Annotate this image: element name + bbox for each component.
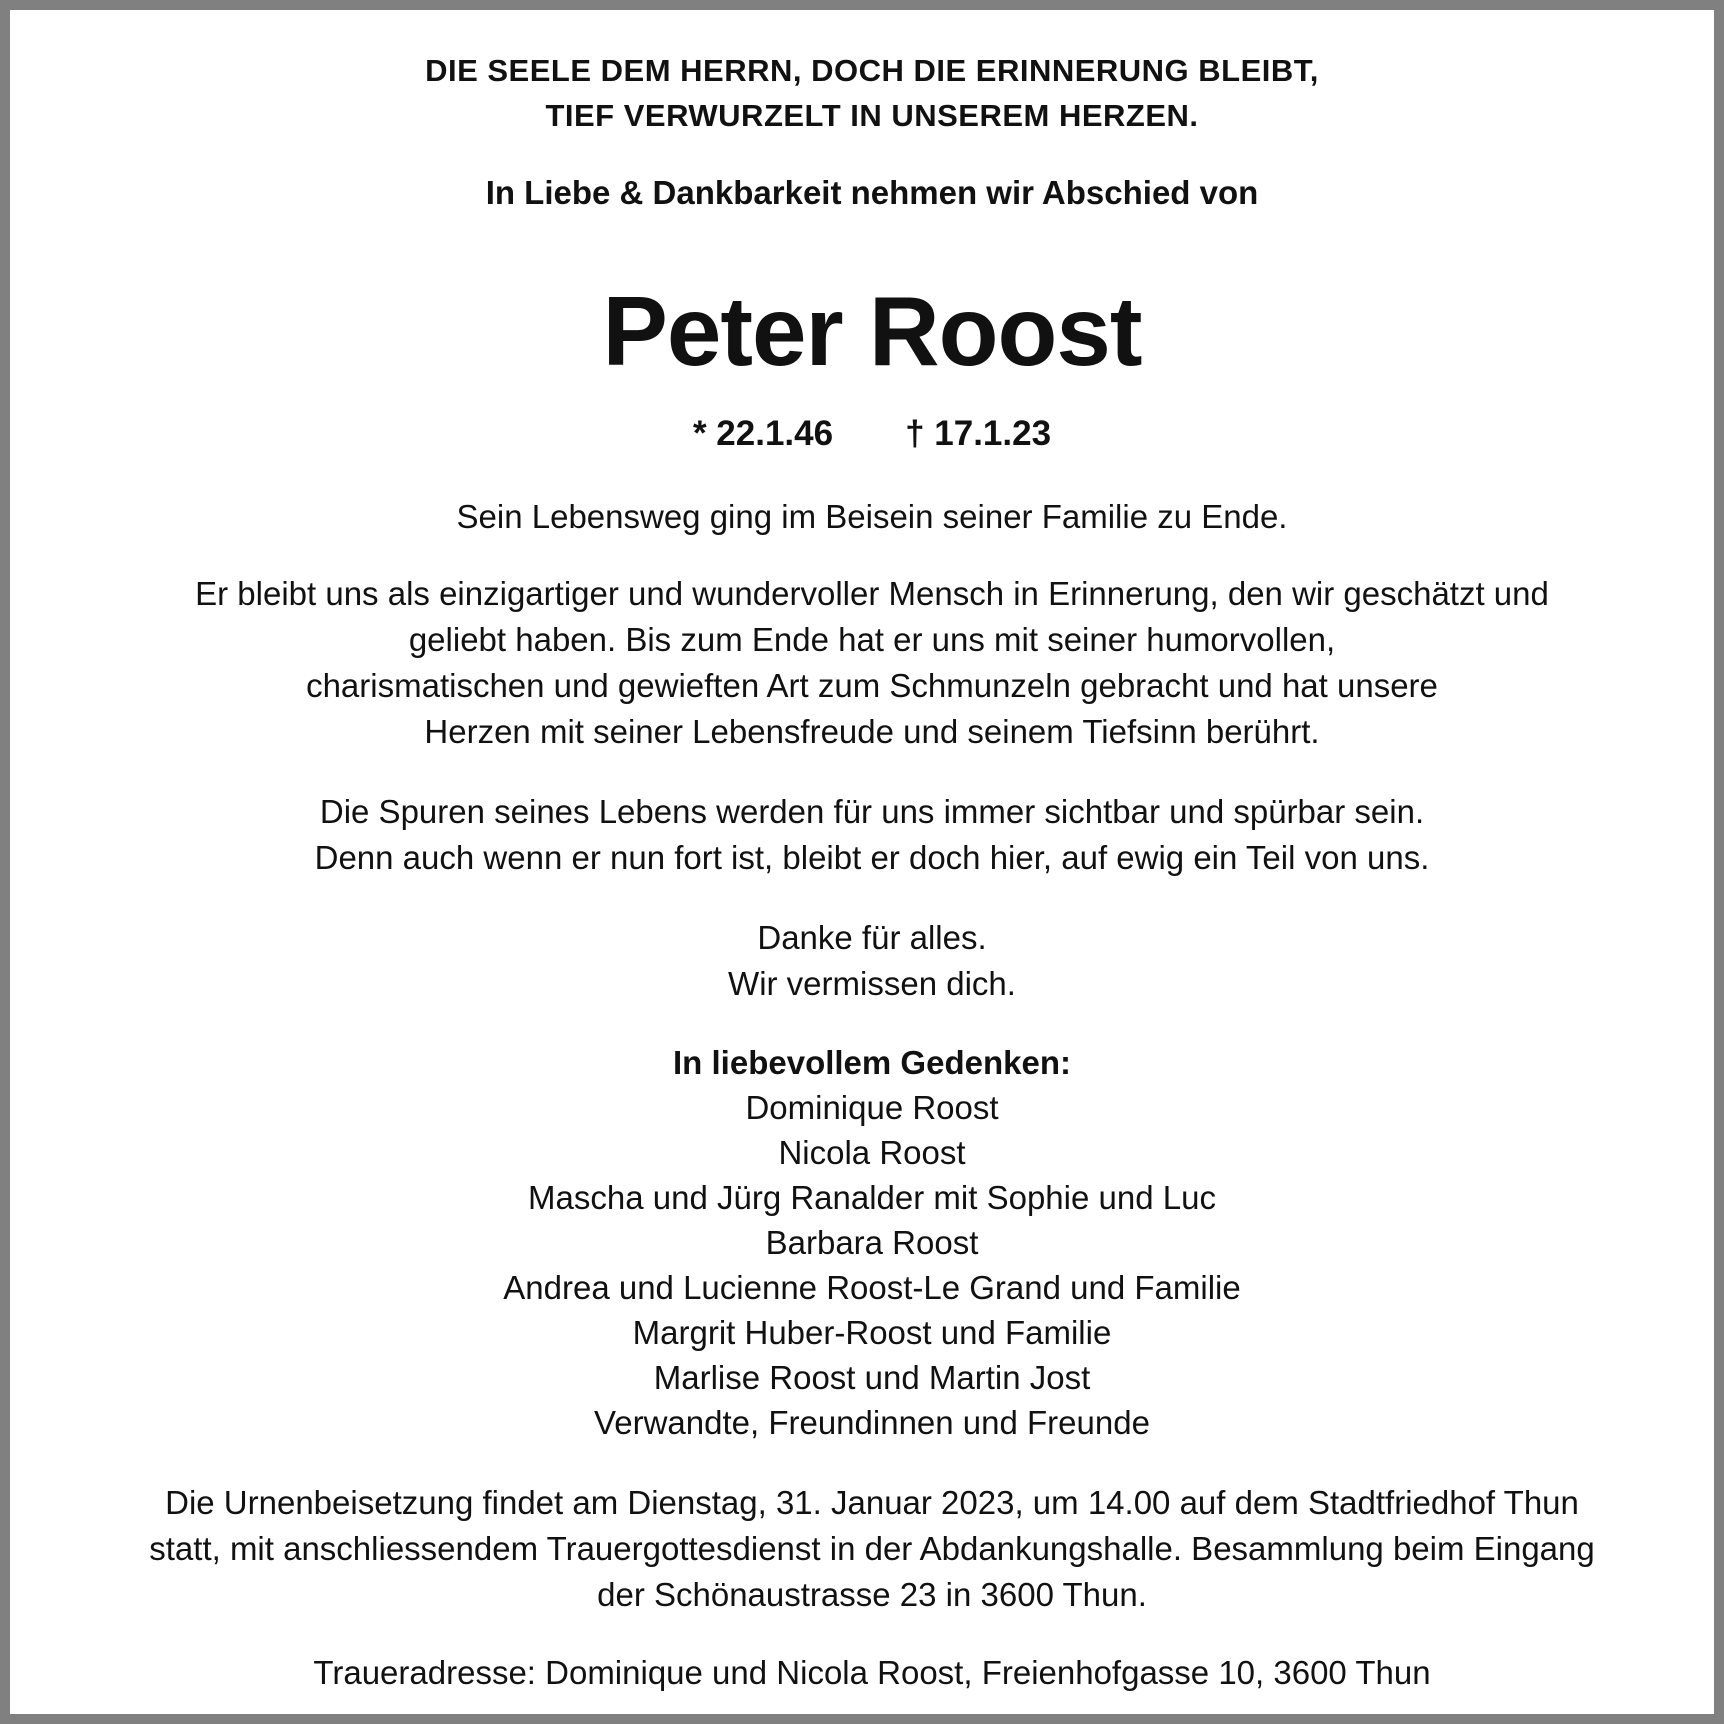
paragraph-line: Herzen mit seiner Lebensfreude und seinem Tiefsinn berührt. (424, 713, 1320, 750)
mourning-address: Traueradresse: Dominique und Nicola Roost, Freienhofgasse 10, 3600 Thun (313, 1654, 1431, 1691)
paragraph-line: Er bleibt uns als einzigartiger und wundervoller Mensch in Erinnerung, den wir geschätzt und (195, 575, 1549, 612)
paragraph-4 (20, 915, 1724, 1007)
mourner-name: Dominique Roost (745, 1089, 999, 1126)
deceased-name: Peter Roost (602, 276, 1142, 386)
paragraph-line: Danke für alles. (757, 919, 987, 956)
mourners-section (20, 1040, 1724, 1445)
life-dates (20, 410, 1724, 458)
birth-date: * 22.1.46 (692, 414, 834, 453)
paragraph-line: Die Spuren seines Lebens werden für uns immer sichtbar und spürbar sein. (319, 793, 1425, 830)
mourner-name: Andrea und Lucienne Roost-Le Grand und Familie (503, 1269, 1241, 1306)
ceremony-line: Die Urnenbeisetzung findet am Dienstag, 31. Januar 2023, um 14.00 auf dem Stadtfriedhof Thun (165, 1484, 1579, 1521)
ceremony-line: der Schönaustrasse 23 in 3600 Thun. (597, 1576, 1147, 1613)
mourner-name: Barbara Roost (765, 1224, 979, 1261)
ceremony-info (20, 1480, 1724, 1618)
paragraph-line: Denn auch wenn er nun fort ist, bleibt er doch hier, auf ewig ein Teil von uns. (314, 839, 1430, 876)
paragraph-3 (20, 789, 1724, 881)
mourner-name: Nicola Roost (778, 1134, 966, 1171)
motto-line: TIEF VERWURZELT IN UNSEREM HERZEN. (545, 98, 1199, 133)
paragraph-line: Wir vermissen dich. (728, 965, 1016, 1002)
paragraph-2 (20, 571, 1724, 755)
death-date: † 17.1.23 (905, 414, 1052, 453)
motto (20, 48, 1724, 138)
paragraph-line: geliebt haben. Bis zum Ende hat er uns mit seiner humorvollen, (408, 621, 1336, 658)
mourner-name: Mascha und Jürg Ranalder mit Sophie und Luc (528, 1179, 1216, 1216)
paragraph-line: charismatischen und gewieften Art zum Schmunzeln gebracht und hat unsere (306, 667, 1438, 704)
motto-line: DIE SEELE DEM HERRN, DOCH DIE ERINNERUNG BLEIBT, (425, 53, 1319, 88)
mourner-name: Margrit Huber-Roost und Familie (632, 1314, 1112, 1351)
mourner-name: Verwandte, Freundinnen und Freunde (594, 1404, 1150, 1441)
intro-text: In Liebe & Dankbarkeit nehmen wir Abschied von (485, 174, 1259, 211)
paragraph-1: Sein Lebensweg ging im Beisein seiner Familie zu Ende. (456, 498, 1288, 535)
mourners-heading: In liebevollem Gedenken: (673, 1044, 1071, 1081)
mourner-name: Marlise Roost und Martin Jost (653, 1359, 1091, 1396)
ceremony-line: statt, mit anschliessendem Trauergottesdienst in der Abdankungshalle. Besammlung beim Eingang (149, 1530, 1595, 1567)
